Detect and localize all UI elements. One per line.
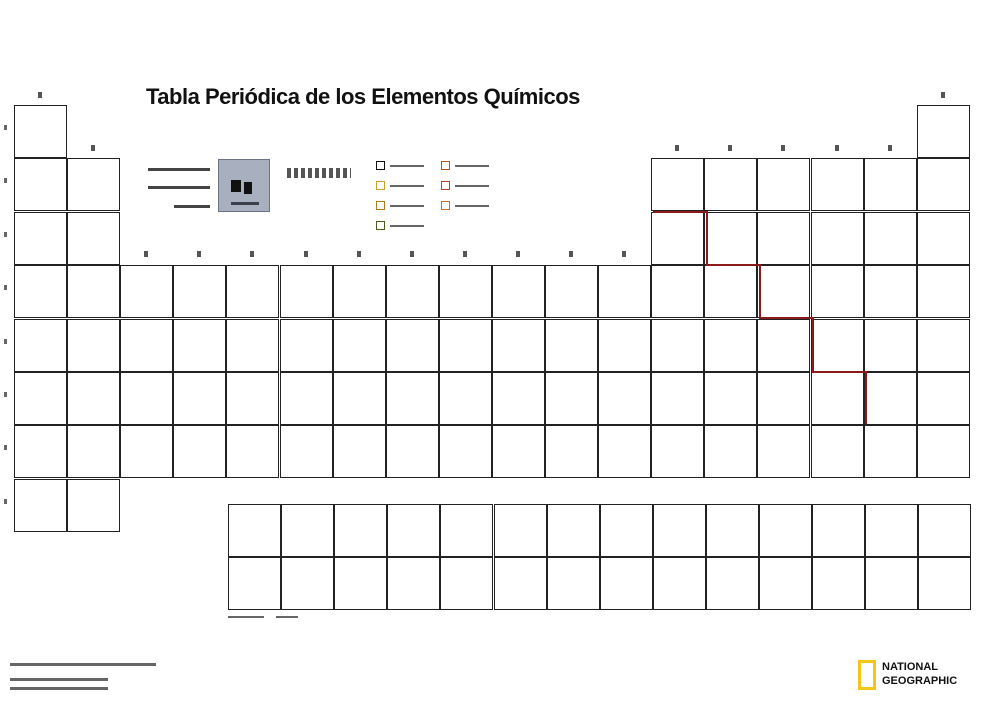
element-cell — [759, 504, 812, 557]
legend-key-label-line — [390, 205, 424, 207]
element-cell — [280, 425, 333, 478]
element-cell — [757, 265, 810, 318]
element-cell — [759, 557, 812, 610]
logo-line-2: GEOGRAPHIC — [882, 675, 958, 687]
element-cell — [864, 425, 917, 478]
element-cell — [280, 319, 333, 372]
group-mark — [463, 251, 467, 257]
element-cell — [757, 425, 810, 478]
group-mark — [91, 145, 95, 151]
element-cell — [651, 319, 704, 372]
group-mark — [728, 145, 732, 151]
element-cell — [386, 319, 439, 372]
element-cell — [226, 265, 279, 318]
element-cell — [440, 557, 493, 610]
metal-nonmetal-divider — [759, 264, 761, 318]
legend-key-label-line — [390, 165, 424, 167]
metal-nonmetal-divider — [812, 317, 814, 371]
element-cell — [598, 265, 651, 318]
period-mark — [4, 285, 7, 290]
element-cell — [386, 265, 439, 318]
legend-label-line — [148, 168, 210, 171]
period-mark — [4, 125, 7, 130]
element-cell — [14, 158, 67, 211]
element-cell — [757, 158, 810, 211]
element-cell — [333, 319, 386, 372]
element-cell — [757, 372, 810, 425]
legend-label-line — [148, 186, 210, 189]
element-cell — [917, 158, 970, 211]
element-cell — [67, 212, 120, 265]
legend-key-label-line — [455, 185, 489, 187]
period-mark — [4, 339, 7, 344]
legend-key-swatch — [441, 181, 450, 190]
metal-nonmetal-divider — [653, 211, 707, 213]
element-cell — [706, 557, 759, 610]
element-cell — [812, 557, 865, 610]
legend-key-swatch — [441, 201, 450, 210]
element-cell — [173, 265, 226, 318]
element-cell — [494, 504, 547, 557]
element-cell — [704, 425, 757, 478]
legend-symbol-mark — [244, 182, 252, 194]
element-cell — [704, 372, 757, 425]
element-cell — [67, 158, 120, 211]
period-mark — [4, 499, 7, 504]
legend-symbol-mark — [231, 180, 241, 192]
legend-key-label-line — [390, 225, 424, 227]
element-cell — [653, 557, 706, 610]
national-geographic-logo-icon — [858, 660, 876, 690]
element-cell — [704, 265, 757, 318]
group-mark — [144, 251, 148, 257]
element-cell — [545, 425, 598, 478]
element-cell — [598, 425, 651, 478]
element-cell — [917, 105, 970, 158]
element-cell — [494, 557, 547, 610]
element-cell — [14, 319, 67, 372]
element-cell — [334, 504, 387, 557]
legend-key-label-line — [455, 205, 489, 207]
element-cell — [14, 265, 67, 318]
element-cell — [547, 557, 600, 610]
element-cell — [600, 557, 653, 610]
element-cell — [226, 372, 279, 425]
element-cell — [917, 212, 970, 265]
group-mark — [781, 145, 785, 151]
element-cell — [492, 265, 545, 318]
element-cell — [811, 158, 864, 211]
group-mark — [197, 251, 201, 257]
metal-nonmetal-divider — [706, 211, 708, 265]
logo-text — [882, 660, 957, 688]
group-mark — [941, 92, 945, 98]
element-cell — [67, 319, 120, 372]
element-cell — [67, 479, 120, 532]
element-cell — [334, 557, 387, 610]
element-cell — [651, 372, 704, 425]
element-cell — [120, 372, 173, 425]
footer-line — [228, 616, 264, 618]
legend-label-line — [174, 205, 210, 208]
element-cell — [439, 425, 492, 478]
legend-key-swatch — [441, 161, 450, 170]
element-cell — [600, 504, 653, 557]
element-cell — [651, 212, 704, 265]
element-cell — [864, 265, 917, 318]
element-cell — [439, 372, 492, 425]
element-cell — [864, 319, 917, 372]
metal-nonmetal-divider — [812, 371, 866, 373]
group-mark — [622, 251, 626, 257]
element-cell — [651, 265, 704, 318]
group-mark — [516, 251, 520, 257]
period-mark — [4, 178, 7, 183]
legend-key-swatch — [376, 161, 385, 170]
element-cell — [173, 319, 226, 372]
element-cell — [545, 319, 598, 372]
group-mark — [888, 145, 892, 151]
element-cell — [757, 319, 810, 372]
legend-element-box — [218, 159, 270, 212]
element-cell — [917, 425, 970, 478]
element-cell — [14, 105, 67, 158]
element-cell — [918, 504, 971, 557]
element-cell — [14, 425, 67, 478]
page-title: Tabla Periódica de los Elementos Químicos — [146, 84, 580, 109]
element-cell — [864, 372, 917, 425]
element-cell — [226, 319, 279, 372]
element-cell — [545, 265, 598, 318]
element-cell — [706, 504, 759, 557]
element-cell — [865, 504, 918, 557]
legend-label-line — [287, 168, 351, 178]
footer-line — [10, 663, 156, 666]
element-cell — [67, 425, 120, 478]
element-cell — [545, 372, 598, 425]
element-cell — [653, 504, 706, 557]
element-cell — [812, 504, 865, 557]
element-cell — [811, 265, 864, 318]
element-cell — [704, 212, 757, 265]
element-cell — [280, 372, 333, 425]
element-cell — [228, 504, 281, 557]
logo-line-1: NATIONAL — [882, 661, 939, 673]
element-cell — [14, 479, 67, 532]
element-cell — [67, 265, 120, 318]
group-mark — [835, 145, 839, 151]
metal-nonmetal-divider — [759, 317, 813, 319]
element-cell — [333, 372, 386, 425]
element-cell — [439, 319, 492, 372]
legend-key-swatch — [376, 201, 385, 210]
element-cell — [386, 372, 439, 425]
metal-nonmetal-divider — [706, 264, 760, 266]
element-cell — [598, 319, 651, 372]
legend-key-label-line — [390, 185, 424, 187]
element-cell — [439, 265, 492, 318]
period-mark — [4, 445, 7, 450]
element-cell — [120, 265, 173, 318]
element-cell — [651, 425, 704, 478]
element-cell — [757, 212, 810, 265]
element-cell — [917, 372, 970, 425]
group-mark — [304, 251, 308, 257]
element-cell — [917, 265, 970, 318]
element-cell — [704, 158, 757, 211]
element-cell — [917, 319, 970, 372]
element-cell — [811, 212, 864, 265]
legend-key-swatch — [376, 221, 385, 230]
element-cell — [811, 372, 864, 425]
element-cell — [173, 372, 226, 425]
element-cell — [492, 372, 545, 425]
group-mark — [569, 251, 573, 257]
element-cell — [333, 265, 386, 318]
group-mark — [357, 251, 361, 257]
element-cell — [333, 425, 386, 478]
element-cell — [173, 425, 226, 478]
element-cell — [864, 212, 917, 265]
group-mark — [675, 145, 679, 151]
legend-key-swatch — [376, 181, 385, 190]
group-mark — [410, 251, 414, 257]
element-cell — [281, 557, 334, 610]
element-cell — [14, 212, 67, 265]
period-mark — [4, 232, 7, 237]
element-cell — [492, 319, 545, 372]
element-cell — [387, 557, 440, 610]
element-cell — [14, 372, 67, 425]
element-cell — [704, 319, 757, 372]
element-cell — [811, 319, 864, 372]
element-cell — [598, 372, 651, 425]
element-cell — [864, 158, 917, 211]
element-cell — [228, 557, 281, 610]
group-mark — [250, 251, 254, 257]
metal-nonmetal-divider — [865, 371, 867, 424]
legend-bar — [231, 202, 259, 205]
element-cell — [120, 425, 173, 478]
footer-line — [10, 687, 108, 690]
element-cell — [67, 372, 120, 425]
legend-key-label-line — [455, 165, 489, 167]
element-cell — [226, 425, 279, 478]
element-cell — [280, 265, 333, 318]
element-cell — [547, 504, 600, 557]
element-cell — [281, 504, 334, 557]
group-mark — [38, 92, 42, 98]
footer-line — [10, 678, 108, 681]
element-cell — [918, 557, 971, 610]
element-cell — [120, 319, 173, 372]
element-cell — [651, 158, 704, 211]
element-cell — [440, 504, 493, 557]
period-mark — [4, 392, 7, 397]
element-cell — [865, 557, 918, 610]
element-cell — [811, 425, 864, 478]
element-cell — [387, 504, 440, 557]
element-cell — [492, 425, 545, 478]
element-cell — [386, 425, 439, 478]
footer-line — [276, 616, 298, 618]
